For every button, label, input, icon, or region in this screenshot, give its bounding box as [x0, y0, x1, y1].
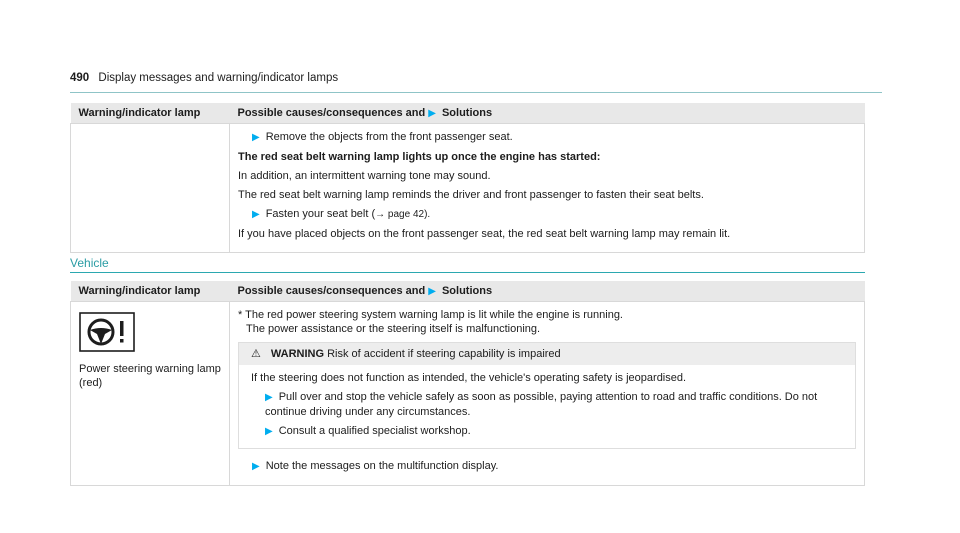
play-arrow-icon: ▶	[428, 108, 436, 119]
col-header-solutions-text: Solutions	[441, 107, 493, 119]
solution-cell	[230, 302, 865, 486]
warning-triangle-icon: ⚠	[251, 348, 261, 360]
page-reference-link[interactable]: → page 42).	[375, 209, 431, 220]
action-text: Remove the objects from the front passenger seat.	[265, 131, 513, 143]
warning-action	[251, 424, 843, 439]
warning-header	[239, 343, 855, 365]
page-header-title: Display messages and warning/indicator lamps	[98, 72, 339, 84]
section-title: Vehicle	[70, 256, 865, 273]
warning-title: Risk of accident if steering capability is impaired	[327, 348, 561, 360]
col-header-causes	[230, 103, 865, 124]
action-text: Consult a qualified specialist workshop.	[278, 425, 471, 437]
action-item	[238, 459, 856, 474]
page-header	[70, 72, 882, 93]
cause-text: * The red power steering system warning lamp is lit while the engine is running.	[238, 309, 623, 321]
play-arrow-icon: ▶	[265, 426, 273, 437]
action-text: Pull over and stop the vehicle safely as soon as possible, paying attention to road and traffic conditions. Do not continue driving under any circumstances.	[265, 391, 818, 418]
col-header-causes-text: Possible causes/consequences and	[237, 285, 426, 297]
action-text: Fasten your seat belt (	[265, 208, 376, 220]
col-header-solutions-text: Solutions	[441, 285, 493, 297]
play-arrow-icon: ▶	[252, 461, 260, 472]
action-item	[238, 207, 856, 222]
lamp-cell	[71, 124, 230, 253]
lamp-cell	[71, 302, 230, 486]
play-arrow-icon: ▶	[252, 209, 260, 220]
subheading: The red seat belt warning lamp lights up once the engine has started:	[238, 151, 601, 163]
play-arrow-icon: ▶	[252, 132, 260, 143]
warning-text: If the steering does not function as intended, the vehicle's operating safety is jeopardised.	[251, 372, 687, 384]
info-text: The red seat belt warning lamp reminds the driver and front passenger to fasten their seat belts.	[238, 189, 704, 201]
warning-body	[239, 365, 855, 448]
lamp-label: Power steering warning lamp (red)	[79, 363, 221, 389]
steering-wheel-exclamation-icon	[79, 312, 135, 352]
seat-belt-table	[70, 103, 865, 253]
info-text: In addition, an intermittent warning tone may sound.	[238, 170, 491, 182]
power-steering-table	[70, 281, 865, 486]
play-arrow-icon: ▶	[265, 392, 273, 403]
col-header-causes	[230, 281, 865, 302]
col-header-lamp: Warning/indicator lamp	[71, 281, 230, 302]
warning-label: WARNING	[270, 348, 325, 360]
cause-text: The power assistance or the steering itself is malfunctioning.	[246, 323, 541, 335]
action-item	[238, 130, 856, 145]
warning-box	[238, 342, 856, 449]
page-number: 490	[70, 72, 90, 84]
info-text: If you have placed objects on the front passenger seat, the red seat belt warning lamp may remain lit.	[238, 228, 731, 240]
warning-action	[251, 390, 843, 419]
col-header-causes-text: Possible causes/consequences and	[237, 107, 426, 119]
play-arrow-icon: ▶	[428, 286, 436, 297]
action-text: Note the messages on the multifunction display.	[265, 460, 499, 472]
col-header-lamp: Warning/indicator lamp	[71, 103, 230, 124]
solution-cell	[230, 124, 865, 253]
